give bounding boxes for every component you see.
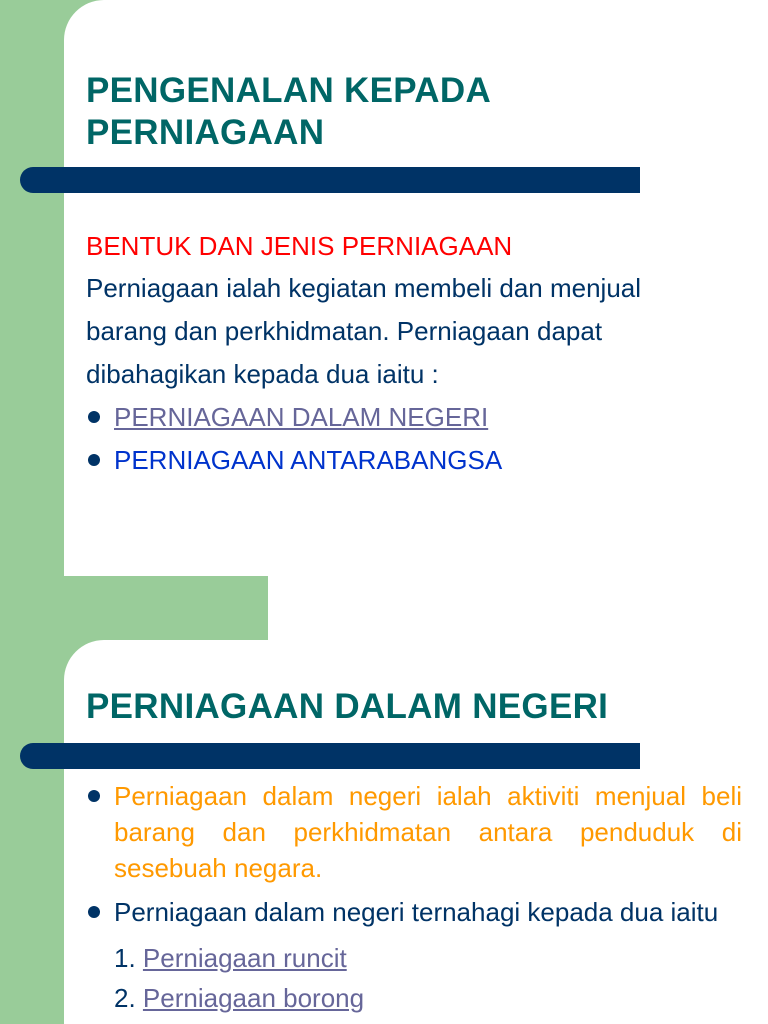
title-line-2: PERNIAGAAN <box>86 113 325 152</box>
slide-2 <box>0 576 768 1024</box>
link-perniagaan-runcit[interactable]: Perniagaan runcit <box>142 943 347 973</box>
list-item: Perniagaan dalam negeri ternahagi kepada dua iaitu <box>86 894 742 930</box>
list-item <box>86 439 742 482</box>
paragraph-line-2: barang dan perkhidmatan. Perniagaan dapat <box>86 316 603 346</box>
item-number: 1. <box>114 943 136 973</box>
numbered-item[interactable] <box>114 978 742 1018</box>
title-line-1: PENGENALAN KEPADA <box>86 71 492 110</box>
link-dalam-negeri[interactable]: PERNIAGAAN DALAM NEGERI <box>114 402 489 432</box>
slide-body <box>86 225 742 482</box>
numbered-list <box>86 938 742 1018</box>
title-underline-bar <box>20 167 640 193</box>
slide-title <box>86 70 491 154</box>
list-item[interactable] <box>86 396 742 439</box>
slide-body <box>86 778 742 1018</box>
list-item: Perniagaan dalam negeri ialah aktiviti menjual beli barang dan perkhidmatan antara penduduk di sesebuah negara. <box>86 778 742 886</box>
numbered-item[interactable] <box>114 938 742 978</box>
item-antarabangsa: PERNIAGAAN ANTARABANGSA <box>114 445 503 475</box>
paragraph-line-1: Perniagaan ialah kegiatan membeli dan menjual <box>86 273 642 303</box>
bullet-list <box>86 396 742 482</box>
link-perniagaan-borong[interactable]: Perniagaan borong <box>142 983 365 1013</box>
green-sidebar <box>0 0 64 576</box>
bullet-list <box>86 778 742 930</box>
slide-title: PERNIAGAAN DALAM NEGERI <box>86 687 609 726</box>
paragraph-line-3: dibahagikan kepada dua iaitu : <box>86 359 439 389</box>
title-underline-bar <box>20 743 640 769</box>
subheading: BENTUK DAN JENIS PERNIAGAAN <box>86 231 513 261</box>
item-number: 2. <box>114 983 136 1013</box>
